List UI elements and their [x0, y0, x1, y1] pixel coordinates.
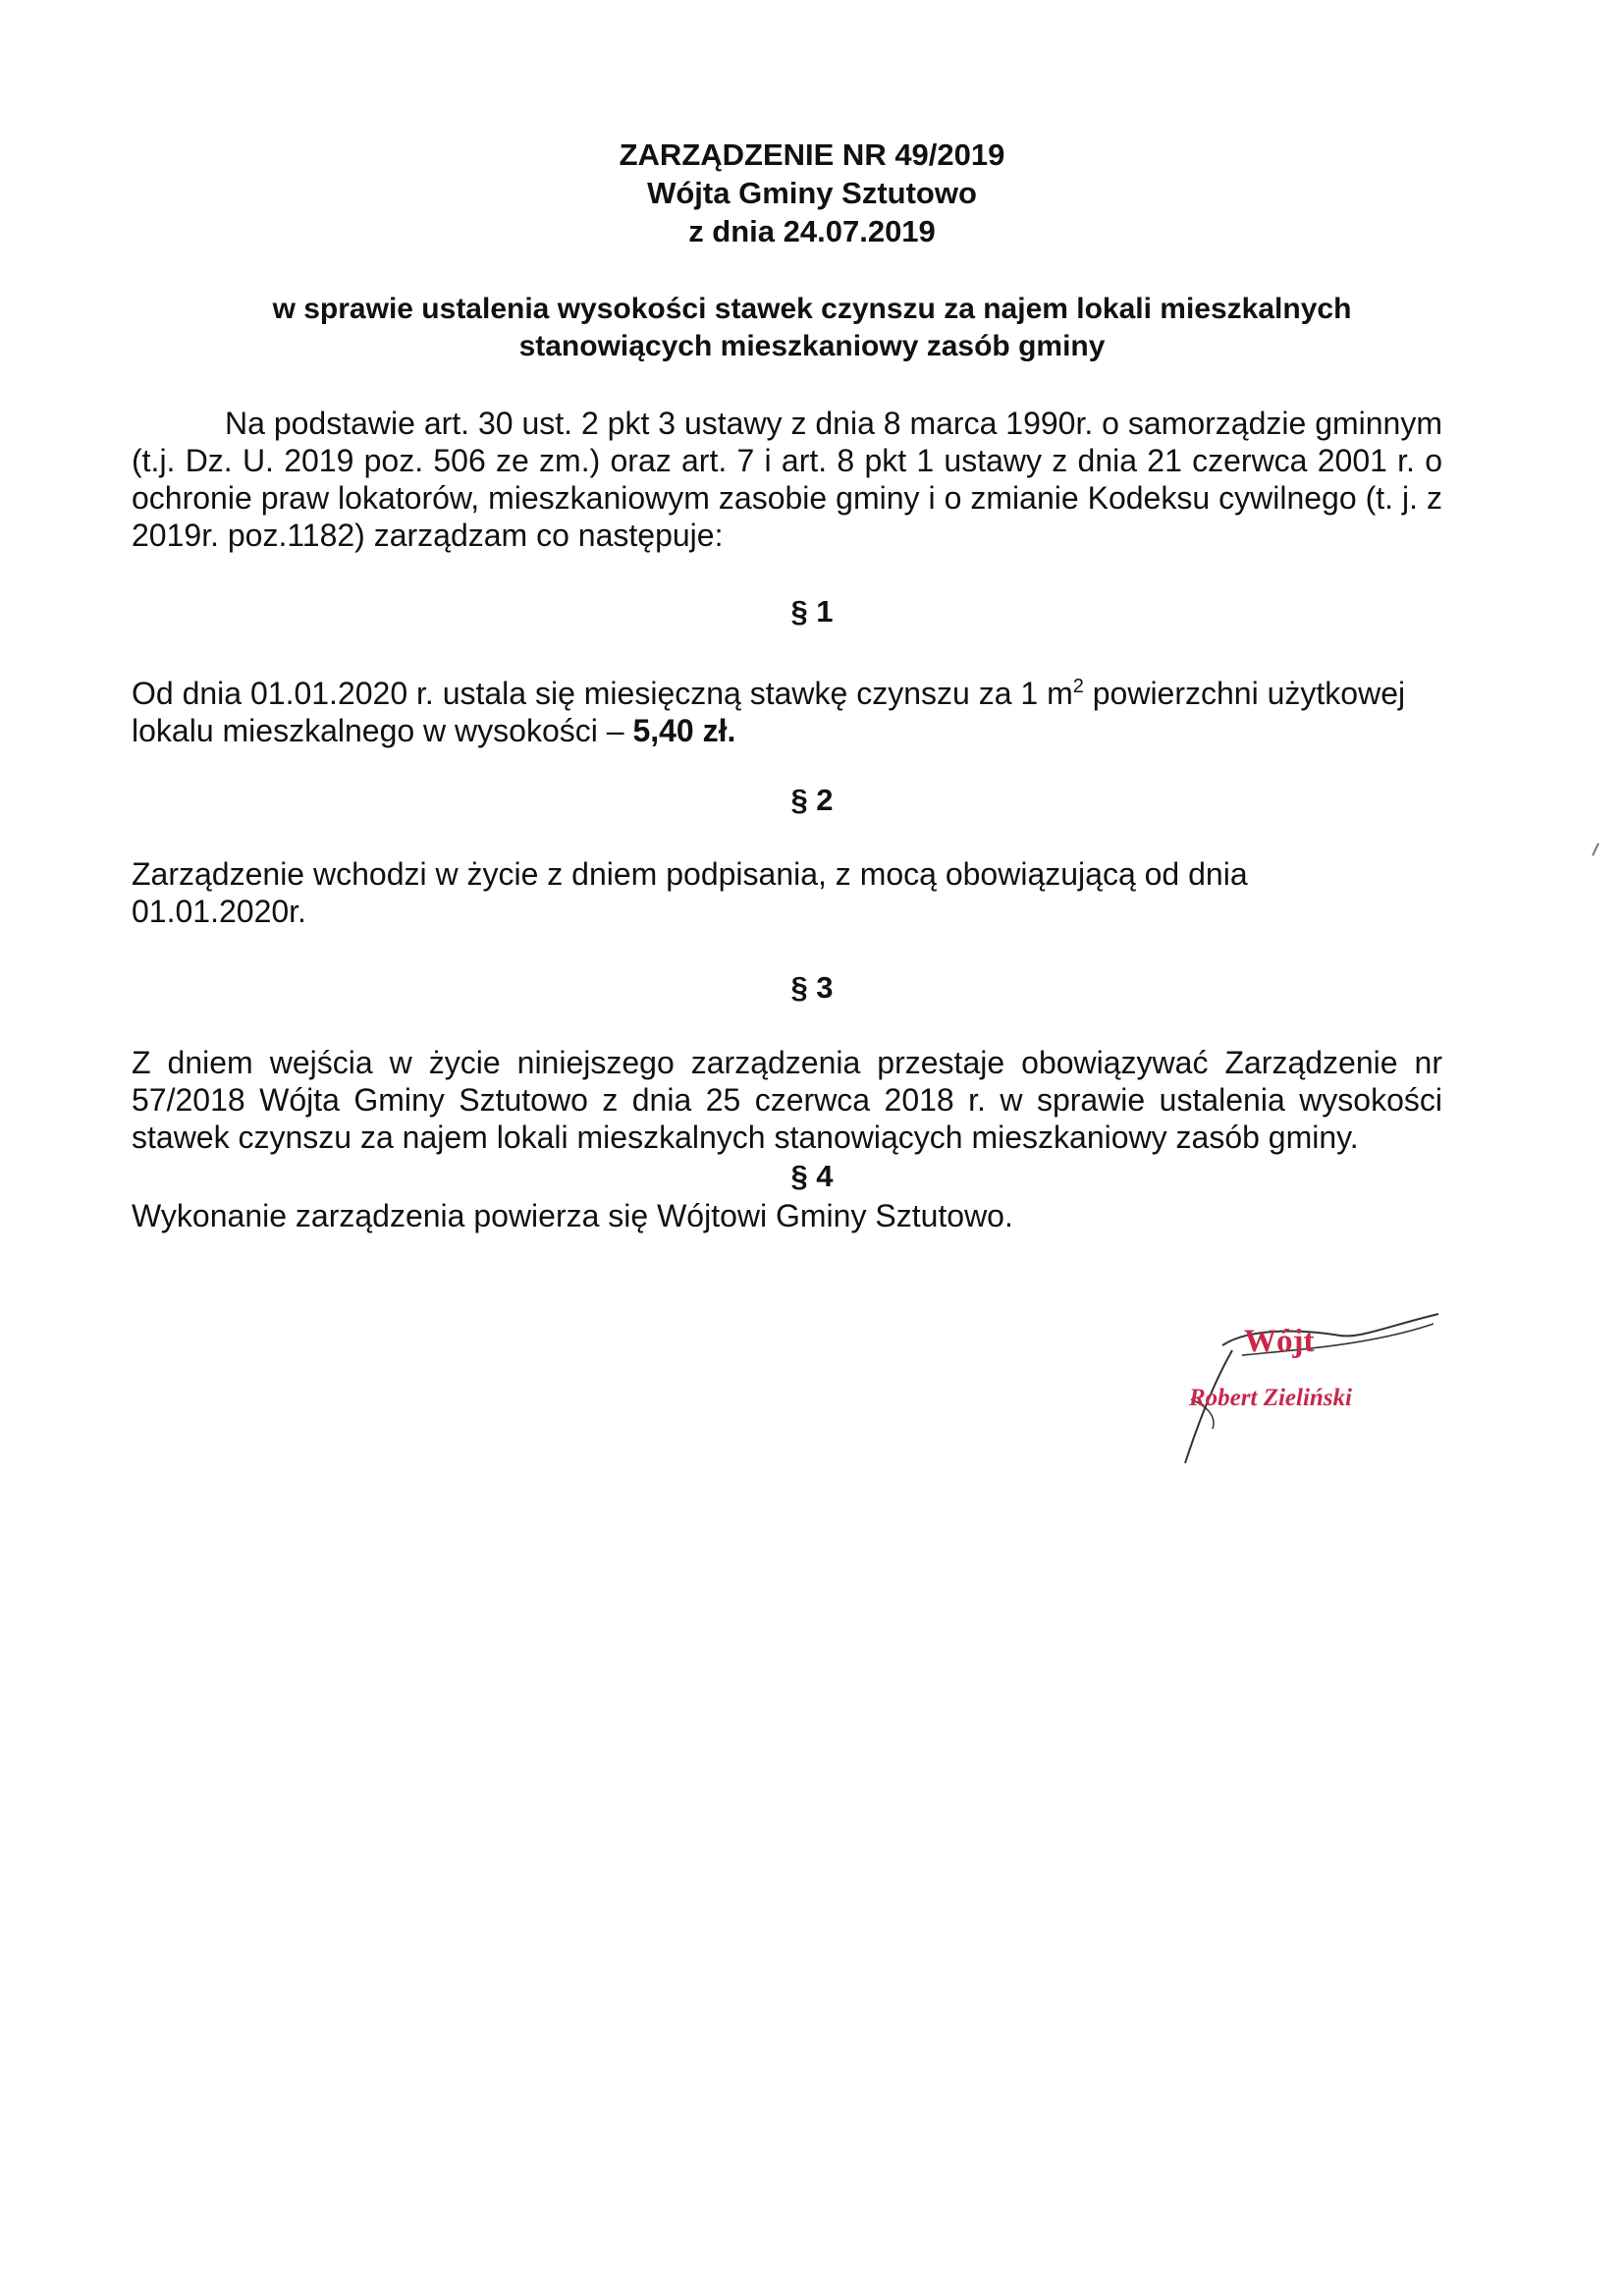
section-3-sign: § 3	[790, 970, 834, 1005]
preamble-text: Na podstawie art. 30 ust. 2 pkt 3 ustawy z dnia 8 marca 1990r. o samorządzie gminnym (t.j. Dz. U. 2019 poz. 506 ze zm.) oraz art. 7 i art. 8 pkt 1 ustawy z dnia 21 czerwca 2001 r. o ochronie praw lokatorów, mieszkaniowym zasobie gminy i o zmianie Kodeksu cywilnego (t. j. z 2019r. poz.1182) zarządzam co następuje:	[132, 406, 1442, 553]
subject-line-2: stanowiących mieszkaniowy zasób gminy	[518, 330, 1106, 362]
unit-superscript: 2	[1072, 676, 1084, 697]
issuer: Wójta Gminy Sztutowo	[647, 176, 977, 210]
section-1-text	[132, 668, 1442, 749]
signatory-name: Robert Zieliński	[1189, 1385, 1352, 1411]
section-2-text: Zarządzenie wchodzi w życie z dniem podpisania, z mocą obowiązującą od dnia 01.01.2020r.	[132, 856, 1248, 929]
section-4-sign: § 4	[790, 1159, 834, 1193]
section-1-text-part: Od dnia 01.01.2020 r. ustala się miesięczną stawkę czynszu za 1 m	[132, 676, 1073, 711]
scan-mark	[1592, 843, 1599, 856]
section-4-text: Wykonanie zarządzenia powierza się Wójtowi Gminy Sztutowo.	[132, 1198, 1013, 1233]
section-2-sign: § 2	[790, 783, 834, 817]
document-date: z dnia 24.07.2019	[688, 214, 936, 248]
section-1-sign: § 1	[790, 594, 834, 629]
subject-line-1: w sprawie ustalenia wysokości stawek czynszu za najem lokali mieszkalnych	[272, 293, 1352, 325]
preamble	[132, 405, 1442, 554]
rent-rate: 5,40 zł.	[632, 713, 736, 748]
signatory-title: Wójt	[1244, 1324, 1315, 1359]
signature-stamp	[1173, 1306, 1448, 1473]
document-number: ZARZĄDZENIE NR 49/2019	[619, 137, 1005, 172]
section-3-text: Z dniem wejścia w życie niniejszego zarządzenia przestaje obowiązywać Zarządzenie nr 57/2018 Wójta Gminy Sztutowo z dnia 25 czerwca 2018 r. w sprawie ustalenia wysokości stawek czynszu za najem lokali mieszkalnych stanowiących mieszkaniowy zasób gminy.	[132, 1045, 1442, 1155]
section-1-text-part: powierzchni użytkowej lokalu mieszkalnego w wysokości –	[132, 676, 1406, 748]
